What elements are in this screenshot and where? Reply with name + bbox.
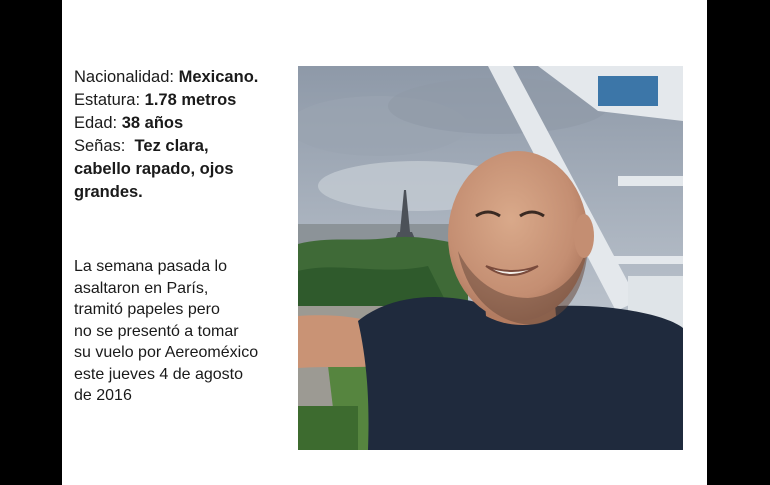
profile-details [74,66,302,204]
document-sheet [62,0,707,485]
features-value-line3: grandes. [74,183,143,201]
age-label: Edad: [74,114,118,132]
person-photo [298,66,683,450]
features-value-line1: Tez clara, [134,137,209,155]
description-line: La semana pasada lo [74,258,227,275]
description-line: su vuelo por Aereoméxico [74,344,259,361]
height-value: 1.78 metros [144,91,237,109]
features-value-line2: cabello rapado, ojos [74,160,234,178]
features-row-2 [74,158,302,181]
features-row [74,135,302,158]
description-line: tramitó papeles pero [74,301,220,318]
nationality-label: Nacionalidad: [74,68,174,86]
nationality-row [74,66,302,89]
description-line: este jueves 4 de agosto [74,365,244,383]
description-line: de 2016 [74,387,132,404]
height-label: Estatura: [74,91,141,109]
age-value: 38 años [121,114,184,132]
age-row [74,112,302,135]
height-row [74,89,302,112]
nationality-value: Mexicano. [178,68,259,86]
features-row-3 [74,181,302,204]
features-label: Señas: [74,137,126,155]
description-line: no se presentó a tomar [74,322,239,340]
description-line: asaltaron en París, [74,279,209,297]
incident-description [74,256,299,407]
